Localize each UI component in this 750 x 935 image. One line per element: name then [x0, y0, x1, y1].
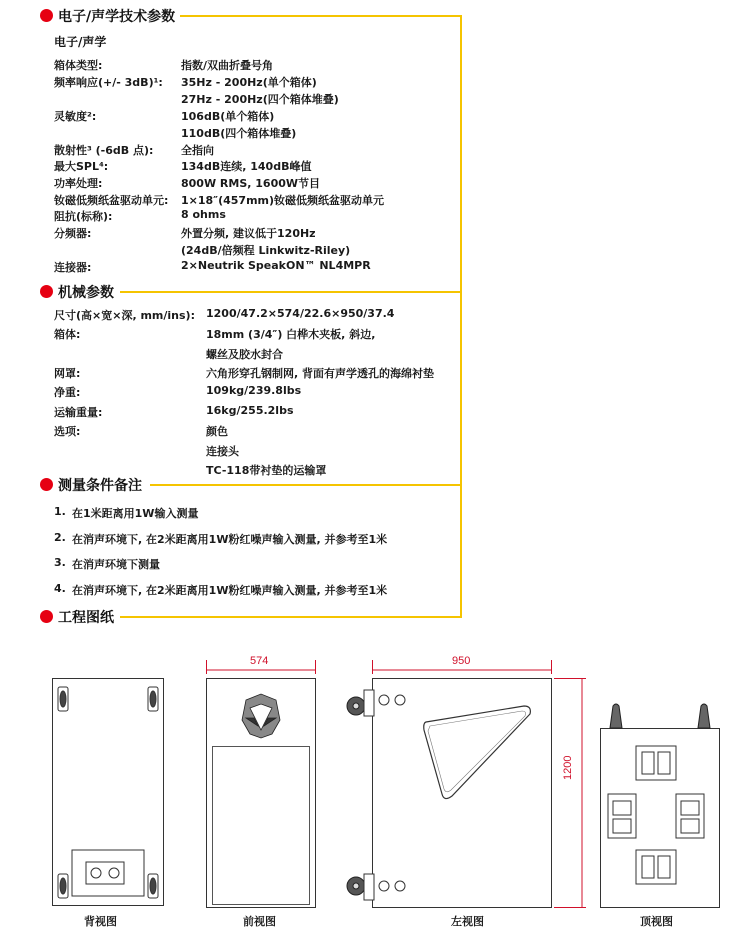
spec-value: 8 ohms: [181, 208, 226, 221]
caption-front: 前视图: [243, 915, 276, 928]
note-number: 3.: [54, 556, 66, 569]
spec-value: 外置分频, 建议低于120Hz: [181, 227, 316, 240]
spec-label: 分频器:: [54, 227, 92, 240]
spec-label: 运输重量:: [54, 406, 103, 419]
note-number: 2.: [54, 531, 66, 544]
section-title-drawings: 工程图纸: [58, 610, 114, 626]
spec-label: 最大SPL⁴:: [54, 160, 109, 173]
left-view-drawing: [346, 660, 586, 908]
spec-value: 18mm (3/4″) 白桦木夹板, 斜边,: [206, 328, 376, 341]
spec-label: 连接器:: [54, 261, 92, 274]
section-title-notes: 测量条件备注: [58, 478, 142, 494]
spec-value: 1×18″(457mm)钕磁低频纸盆驱动单元: [181, 194, 385, 207]
section-title-electro: 电子/声学技术参数: [58, 9, 176, 25]
spec-value: 35Hz - 200Hz(单个箱体): [181, 76, 317, 89]
spec-label: 灵敏度²:: [54, 110, 97, 123]
spec-value: 110dB(四个箱体堆叠): [181, 127, 297, 140]
spec-value: 109kg/239.8lbs: [206, 384, 302, 397]
spec-label: 功率处理:: [54, 177, 103, 190]
caption-top: 顶视图: [640, 915, 673, 928]
spec-label: 尺寸(高×宽×深, mm/ins):: [54, 309, 195, 322]
spec-label: 钕磁低频纸盆驱动单元:: [54, 194, 169, 207]
spec-value: 连接头: [206, 445, 239, 458]
note-number: 1.: [54, 505, 66, 518]
note-number: 4.: [54, 582, 66, 595]
rigging-handle-icon: [610, 704, 710, 728]
spec-value: 螺丝及胶水封合: [206, 348, 283, 361]
section-bullet: [40, 610, 53, 623]
spec-value: 800W RMS, 1600W节目: [181, 177, 321, 190]
spec-value: 106dB(单个箱体): [181, 110, 275, 123]
spec-label: 频率响应(+/- 3dB)¹:: [54, 76, 163, 89]
dimension-side-depth: 950: [452, 655, 471, 667]
note-text: 在消声环境下, 在2米距离用1W粉红噪声输入测量, 并参考至1米: [72, 584, 388, 597]
spec-label: 网罩:: [54, 367, 81, 380]
spec-value: 134dB连续, 140dB峰值: [181, 160, 312, 173]
dimension-front-width: 574: [250, 655, 269, 667]
spec-value: 全指向: [181, 144, 214, 157]
spec-value: (24dB/倍频程 Linkwitz-Riley): [181, 244, 351, 257]
dimension-side-height: 1200: [562, 755, 574, 780]
spec-label: 箱体类型:: [54, 59, 103, 72]
spec-label: 净重:: [54, 386, 81, 399]
note-text: 在1米距离用1W输入测量: [72, 507, 199, 520]
note-text: 在消声环境下, 在2米距离用1W粉红噪声输入测量, 并参考至1米: [72, 533, 388, 546]
spec-value: 2×Neutrik SpeakON™ NL4MPR: [181, 259, 371, 272]
spec-label: 箱体:: [54, 328, 81, 341]
spec-value: 1200/47.2×574/22.6×950/37.4: [206, 307, 395, 320]
caption-left: 左视图: [451, 915, 484, 928]
wheel-icon: [347, 697, 365, 895]
top-view-drawing: [600, 698, 720, 910]
spec-value: 指数/双曲折叠号角: [181, 59, 274, 72]
section-bullet: [40, 9, 53, 22]
spec-value: 颜色: [206, 425, 228, 438]
spec-label: 阻抗(标称):: [54, 210, 113, 223]
section-bullet: [40, 285, 53, 298]
back-view-drawing: [52, 678, 164, 906]
spec-value: TC-118带衬垫的运输罩: [206, 464, 327, 477]
section-bullet: [40, 478, 53, 491]
caption-back: 背视图: [84, 915, 117, 928]
spec-value: 27Hz - 200Hz(四个箱体堆叠): [181, 93, 339, 106]
section-title-mech: 机械参数: [58, 285, 114, 301]
spec-value: 16kg/255.2lbs: [206, 404, 294, 417]
subsection-title: 电子/声学: [54, 35, 107, 49]
spec-label: 散射性³ (-6dB 点):: [54, 144, 154, 157]
note-text: 在消声环境下测量: [72, 558, 160, 571]
spec-value: 六角形穿孔钢制网, 背面有声学透孔的海绵衬垫: [206, 367, 435, 380]
front-view-drawing: [206, 660, 316, 908]
spec-label: 选项:: [54, 425, 81, 438]
